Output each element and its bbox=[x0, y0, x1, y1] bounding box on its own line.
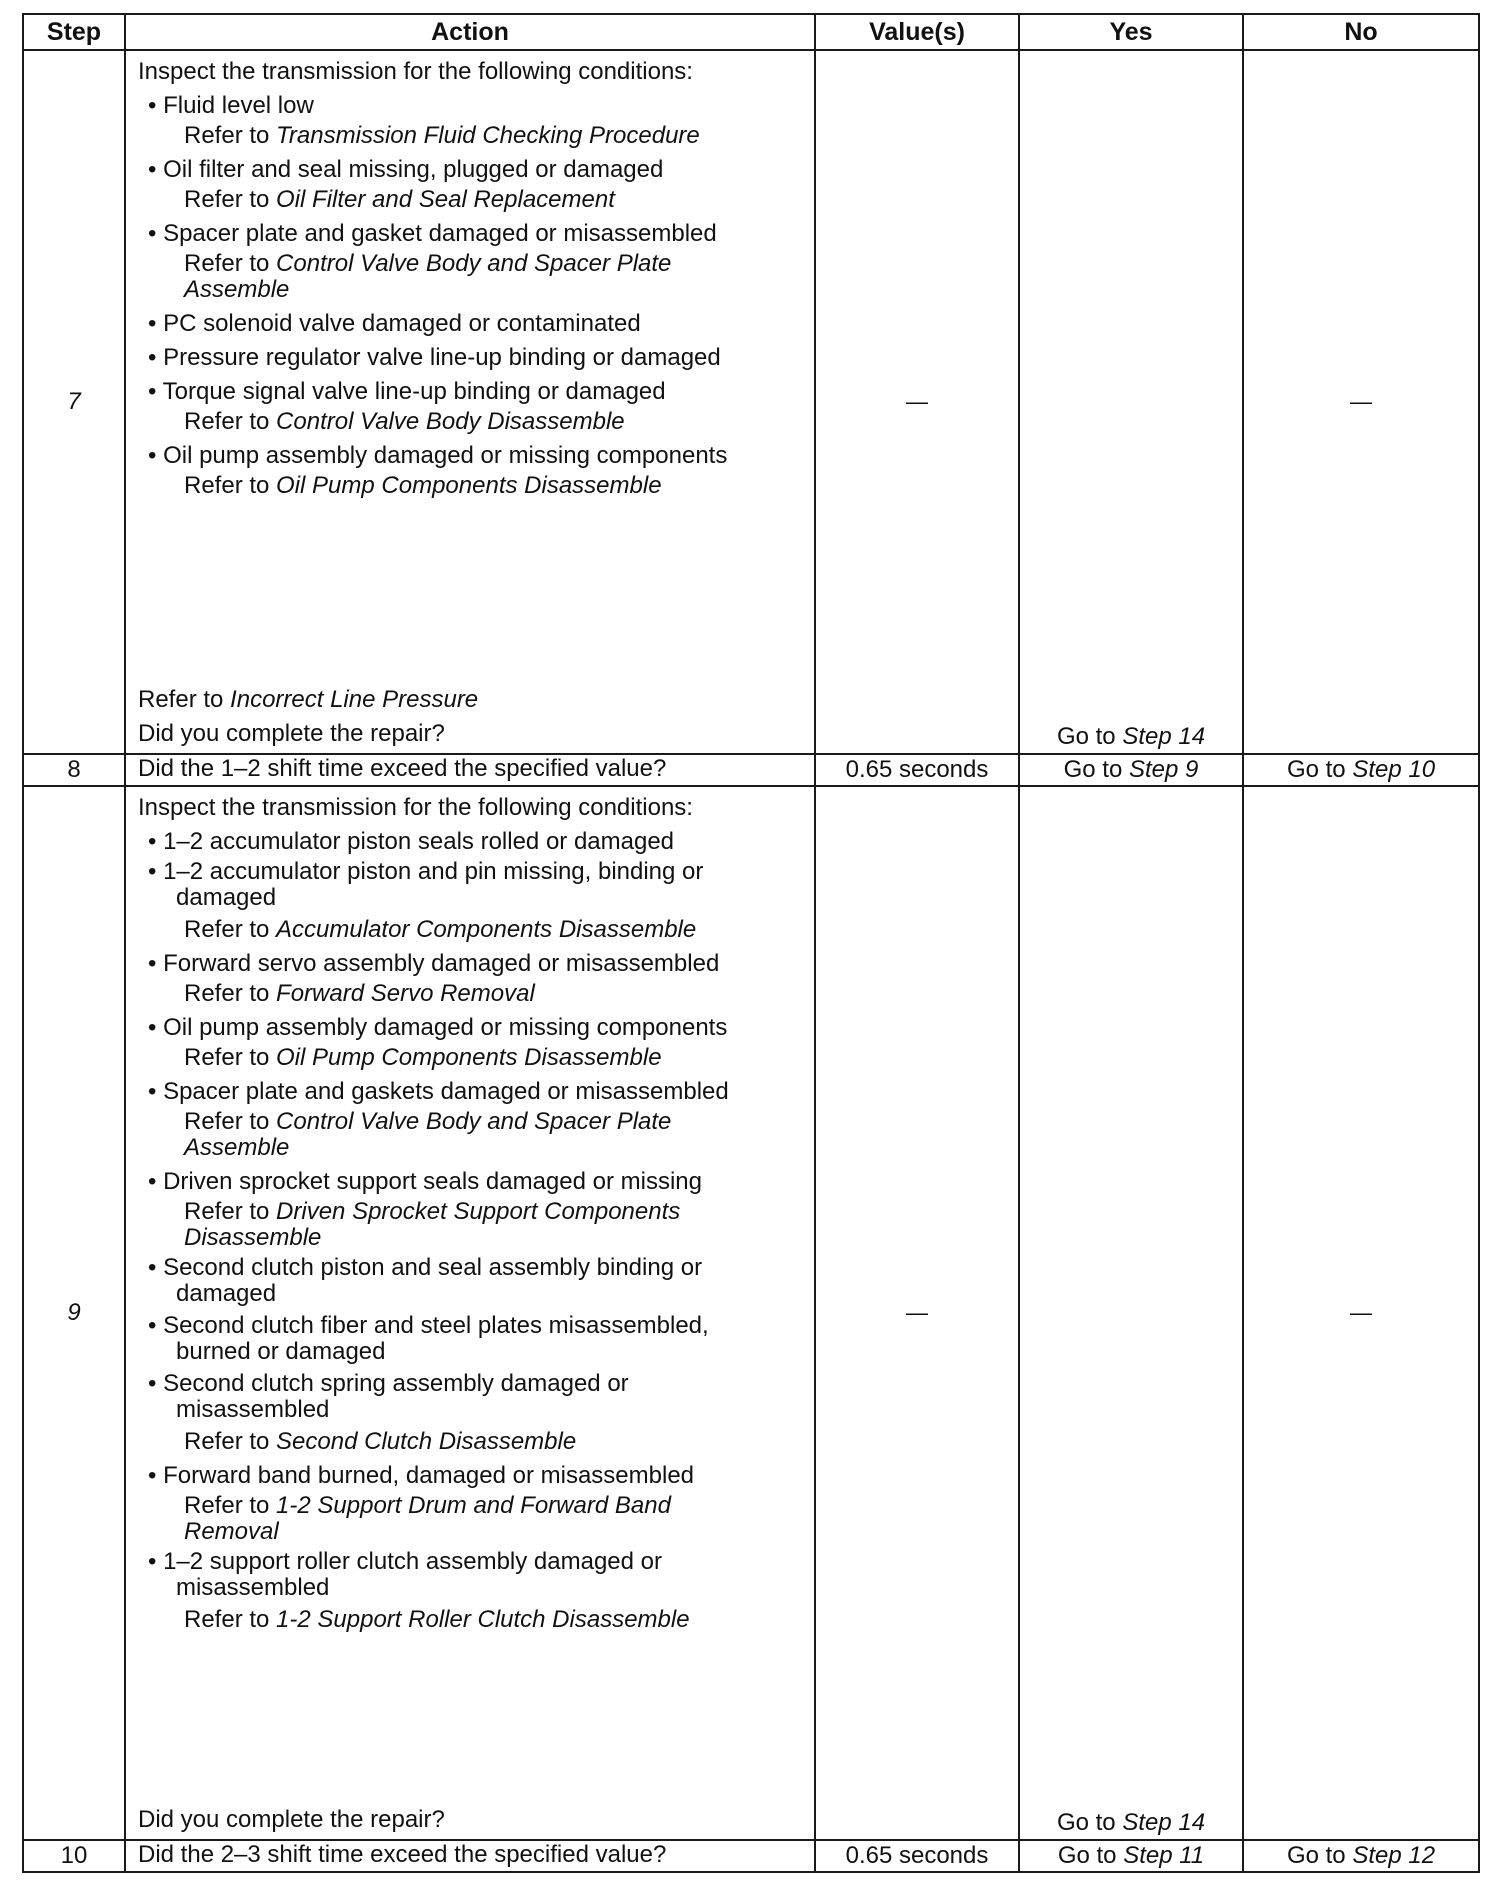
reference-link: Control Valve Body and Spacer Plate bbox=[276, 1108, 672, 1135]
condition-item: • 1–2 accumulator piston seals rolled or damaged bbox=[148, 828, 675, 855]
reference-link: 1-2 Support Drum and Forward Band bbox=[276, 1492, 671, 1519]
reference-line bbox=[138, 1045, 804, 1071]
ref-prefix: Refer to bbox=[184, 1492, 277, 1519]
step-number: 8 bbox=[23, 754, 125, 786]
reference-line bbox=[138, 1429, 804, 1455]
condition-text: • Second clutch fiber and steel plates misassembled, bbox=[148, 1312, 709, 1339]
ref-prefix: Refer to bbox=[184, 122, 277, 149]
value-cell: 0.65 seconds bbox=[815, 1840, 1019, 1872]
reference-link-cont: Disassemble bbox=[184, 1224, 322, 1251]
reference-link: Forward Servo Removal bbox=[276, 980, 535, 1007]
yes-cell bbox=[1019, 754, 1243, 786]
condition-text-cont: damaged bbox=[176, 884, 277, 911]
goto-step-link: Step 14 bbox=[1122, 1809, 1206, 1836]
condition-item: • Oil pump assembly damaged or missing components bbox=[148, 442, 728, 469]
condition-item: • Fluid level low bbox=[148, 92, 314, 119]
ref-prefix: Refer to bbox=[184, 472, 277, 499]
ref-prefix: Refer to bbox=[184, 408, 277, 435]
repair-question: Did you complete the repair? bbox=[138, 1806, 445, 1833]
reference-line bbox=[138, 187, 804, 213]
action-cell: Did the 1–2 shift time exceed the specified value? bbox=[125, 754, 815, 786]
condition-item bbox=[138, 1549, 804, 1601]
action-cell: Did the 2–3 shift time exceed the specified value? bbox=[125, 1840, 815, 1872]
repair-question: Did you complete the repair? bbox=[138, 720, 445, 747]
condition-item bbox=[138, 859, 804, 911]
condition-text-cont: damaged bbox=[176, 1280, 277, 1307]
ref-prefix: Refer to bbox=[184, 1428, 277, 1455]
condition-item: • Oil filter and seal missing, plugged or damaged bbox=[148, 156, 664, 183]
goto-prefix: Go to bbox=[1286, 756, 1353, 783]
value-cell: — bbox=[815, 50, 1019, 754]
condition-item: • PC solenoid valve damaged or contaminated bbox=[148, 310, 641, 337]
yes-cell bbox=[1019, 50, 1243, 754]
action-intro: Inspect the transmission for the following conditions: bbox=[138, 58, 693, 85]
reference-link: Oil Filter and Seal Replacement bbox=[276, 186, 615, 213]
reference-link: Transmission Fluid Checking Procedure bbox=[276, 122, 700, 149]
condition-item: • Forward servo assembly damaged or misassembled bbox=[148, 950, 720, 977]
value-cell: — bbox=[815, 786, 1019, 1840]
yes-cell bbox=[1019, 1840, 1243, 1872]
ref-prefix: Refer to bbox=[184, 1198, 277, 1225]
reference-link: Second Clutch Disassemble bbox=[276, 1428, 577, 1455]
reference-line bbox=[138, 1493, 804, 1545]
reference-link: Accumulator Components Disassemble bbox=[276, 916, 697, 943]
no-cell: — bbox=[1243, 786, 1479, 1840]
action-intro: Inspect the transmission for the following conditions: bbox=[138, 794, 693, 821]
no-cell bbox=[1243, 1840, 1479, 1872]
ref-prefix: Refer to bbox=[184, 916, 277, 943]
header-no: No bbox=[1243, 14, 1479, 50]
condition-item: • Spacer plate and gaskets damaged or misassembled bbox=[148, 1078, 729, 1105]
reference-link: 1-2 Support Roller Clutch Disassemble bbox=[276, 1606, 690, 1633]
ref-prefix: Refer to bbox=[184, 980, 277, 1007]
ref-prefix: Refer to bbox=[184, 186, 277, 213]
header-values: Value(s) bbox=[815, 14, 1019, 50]
reference-line bbox=[138, 473, 804, 499]
condition-item bbox=[138, 1313, 804, 1365]
step-number: 10 bbox=[23, 1840, 125, 1872]
reference-link: Incorrect Line Pressure bbox=[230, 686, 479, 713]
condition-text: • Second clutch spring assembly damaged or bbox=[148, 1370, 629, 1397]
header-step: Step bbox=[23, 14, 125, 50]
condition-text-cont: misassembled bbox=[176, 1396, 330, 1423]
reference-line bbox=[138, 409, 804, 435]
reference-line bbox=[138, 683, 478, 717]
condition-item: • Pressure regulator valve line-up binding or damaged bbox=[148, 344, 721, 371]
no-cell bbox=[1243, 754, 1479, 786]
yes-cell bbox=[1019, 786, 1243, 1840]
reference-link-cont: Assemble bbox=[184, 276, 290, 303]
condition-item: • Oil pump assembly damaged or missing components bbox=[148, 1014, 728, 1041]
table-row-step-9 bbox=[23, 786, 1479, 1840]
reference-line bbox=[138, 1607, 804, 1633]
condition-item: • Spacer plate and gasket damaged or misassembled bbox=[148, 220, 717, 247]
step-number: 7 bbox=[23, 50, 125, 754]
condition-text: • 1–2 support roller clutch assembly damaged or bbox=[148, 1548, 662, 1575]
condition-item bbox=[138, 1371, 804, 1423]
action-footer bbox=[138, 1803, 445, 1837]
reference-line bbox=[138, 981, 804, 1007]
condition-text: • 1–2 accumulator piston and pin missing, binding or bbox=[148, 858, 704, 885]
condition-text-cont: burned or damaged bbox=[176, 1338, 386, 1365]
goto-step-link: Step 11 bbox=[1123, 1842, 1205, 1869]
step-number: 9 bbox=[23, 786, 125, 1840]
ref-prefix: Refer to bbox=[184, 1044, 277, 1071]
reference-link: Control Valve Body Disassemble bbox=[276, 408, 625, 435]
goto-prefix: Go to bbox=[1056, 1809, 1123, 1836]
goto-prefix: Go to bbox=[1056, 723, 1123, 750]
ref-prefix: Refer to bbox=[184, 250, 277, 277]
ref-prefix: Refer to bbox=[138, 686, 231, 713]
action-cell bbox=[125, 50, 815, 754]
condition-item: • Torque signal valve line-up binding or damaged bbox=[148, 378, 666, 405]
goto-prefix: Go to bbox=[1286, 1842, 1353, 1869]
reference-line bbox=[138, 1199, 804, 1251]
reference-line bbox=[138, 123, 804, 149]
table-row-step-8 bbox=[23, 754, 1479, 786]
reference-link: Control Valve Body and Spacer Plate bbox=[276, 250, 672, 277]
action-cell bbox=[125, 786, 815, 1840]
condition-text-cont: misassembled bbox=[176, 1574, 330, 1601]
value-cell: 0.65 seconds bbox=[815, 754, 1019, 786]
reference-line bbox=[138, 251, 804, 303]
reference-link-cont: Removal bbox=[184, 1518, 279, 1545]
diagnostic-table bbox=[22, 13, 1480, 1873]
header-action: Action bbox=[125, 14, 815, 50]
reference-line bbox=[138, 1109, 804, 1161]
action-footer bbox=[138, 683, 478, 751]
condition-text: • Second clutch piston and seal assembly binding or bbox=[148, 1254, 703, 1281]
goto-step-link: Step 10 bbox=[1352, 756, 1436, 783]
condition-item: • Forward band burned, damaged or misassembled bbox=[148, 1462, 695, 1489]
reference-link: Oil Pump Components Disassemble bbox=[276, 472, 662, 499]
ref-prefix: Refer to bbox=[184, 1606, 277, 1633]
goto-step-link: Step 9 bbox=[1128, 756, 1199, 783]
table-row-step-10 bbox=[23, 1840, 1479, 1872]
ref-prefix: Refer to bbox=[184, 1108, 277, 1135]
reference-link: Driven Sprocket Support Components bbox=[276, 1198, 681, 1225]
goto-prefix: Go to bbox=[1063, 756, 1129, 783]
goto-step-link: Step 12 bbox=[1352, 1842, 1436, 1869]
goto-step-link: Step 14 bbox=[1122, 723, 1206, 750]
reference-link: Oil Pump Components Disassemble bbox=[276, 1044, 662, 1071]
reference-link-cont: Assemble bbox=[184, 1134, 290, 1161]
goto-prefix: Go to bbox=[1057, 1842, 1124, 1869]
header-yes: Yes bbox=[1019, 14, 1243, 50]
condition-item bbox=[138, 1255, 804, 1307]
header-row bbox=[23, 14, 1479, 50]
reference-line bbox=[138, 917, 804, 943]
no-cell: — bbox=[1243, 50, 1479, 754]
table-row-step-7 bbox=[23, 50, 1479, 754]
condition-item: • Driven sprocket support seals damaged or missing bbox=[148, 1168, 702, 1195]
